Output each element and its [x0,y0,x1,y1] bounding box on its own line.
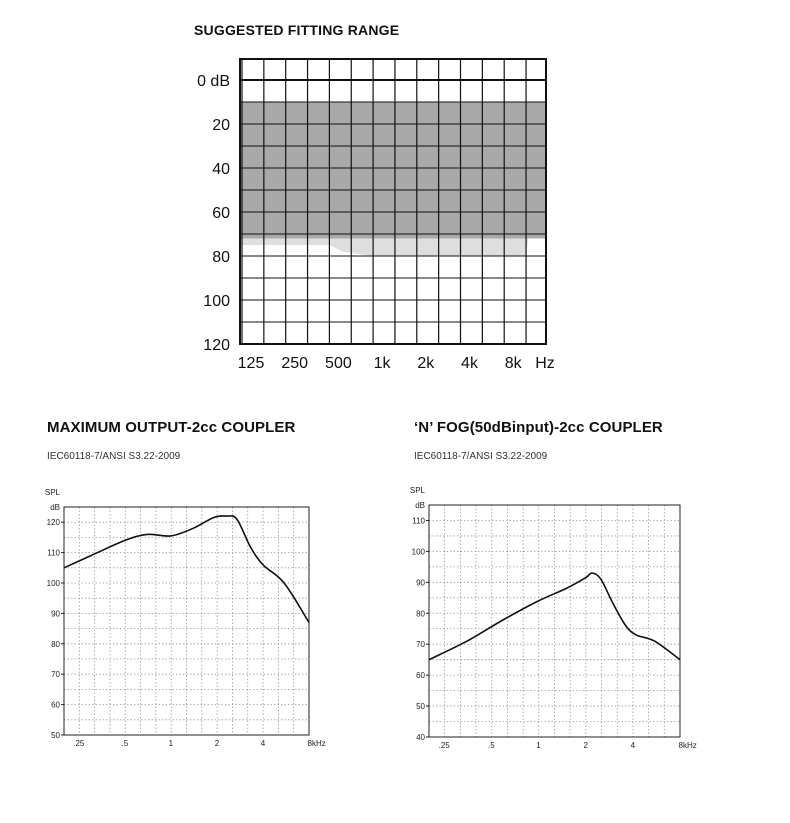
fitting-y-tick-label: 20 [212,117,230,134]
max-output-x-unit: kHz [312,739,326,748]
fog-x-tick-label: 8 [678,741,683,750]
fitting-x-tick-label: 125 [237,355,265,372]
max-output-y-axis-label: SPL [44,488,60,497]
max-output-subtitle: IEC60118-7/ANSI S3.22-2009 [47,451,181,462]
max-output-y-tick-label: 50 [51,731,60,740]
fog-title: ‘N’ FOG(50dBinput)-2cc COUPLER [414,419,663,436]
fog-y-tick-label: 90 [416,578,425,588]
fitting-x-tick-label: 500 [325,355,352,372]
max-output-title: MAXIMUM OUTPUT-2cc COUPLER [47,419,296,436]
fog-y-unit: dB [415,501,425,510]
fitting-y-tick-label: 100 [203,293,230,310]
fog-x-tick-label: .5 [488,741,495,750]
fog-subtitle: IEC60118-7/ANSI S3.22-2009 [414,451,548,462]
max-output-x-tick-label: .25 [73,739,85,748]
fog-x-tick-label: 2 [583,741,588,750]
max-output-y-tick-label: 100 [46,579,60,588]
fog-y-tick-label: 40 [416,733,425,742]
fitting-range-title: SUGGESTED FITTING RANGE [194,22,400,38]
fitting-x-tick-label: 1k [373,355,391,372]
fog-y-tick-label: 110 [412,516,425,526]
max-output-x-tick-label: .5 [121,739,129,748]
max-output-y-tick-label: 110 [47,548,60,558]
fog-x-tick-label: 4 [630,741,636,750]
max-output-x-tick-label: 1 [168,739,174,748]
fitting-y-tick-label: 40 [212,161,230,178]
fog-y-axis-label: SPL [409,486,425,495]
fitting-x-tick-label: 4k [461,355,478,372]
max-output-y-tick-label: 60 [51,700,60,710]
fog-y-tick-label: 60 [416,671,425,681]
fog-x-unit: kHz [683,741,697,750]
fitting-x-unit: Hz [535,355,555,372]
fitting-y-tick-label: 0 dB [197,73,230,90]
fitting-x-tick-label: 8k [504,355,522,372]
fog-y-tick-label: 50 [416,702,425,712]
fitting-x-tick-label: 250 [281,355,309,372]
max-output-x-tick-label: 4 [260,739,266,748]
max-output-y-tick-label: 70 [51,670,60,680]
max-output-y-tick-label: 80 [51,639,60,649]
fog-x-tick-label: 1 [536,741,541,750]
max-output-x-tick-label: 8 [307,739,312,748]
fitting-x-tick-label: 2k [417,355,435,372]
fog-y-tick-label: 100 [411,547,425,557]
max-output-y-tick-label: 120 [46,518,60,528]
fog-x-tick-label: .25 [438,741,450,750]
fitting-y-tick-label: 80 [212,249,230,266]
fitting-y-tick-label: 120 [203,337,230,354]
fog-y-tick-label: 70 [416,640,425,650]
max-output-x-tick-label: 2 [214,739,220,748]
fog-y-tick-label: 80 [416,609,425,619]
max-output-y-tick-label: 90 [51,609,60,619]
fitting-y-tick-label: 60 [212,205,230,222]
max-output-y-unit: dB [50,503,60,512]
